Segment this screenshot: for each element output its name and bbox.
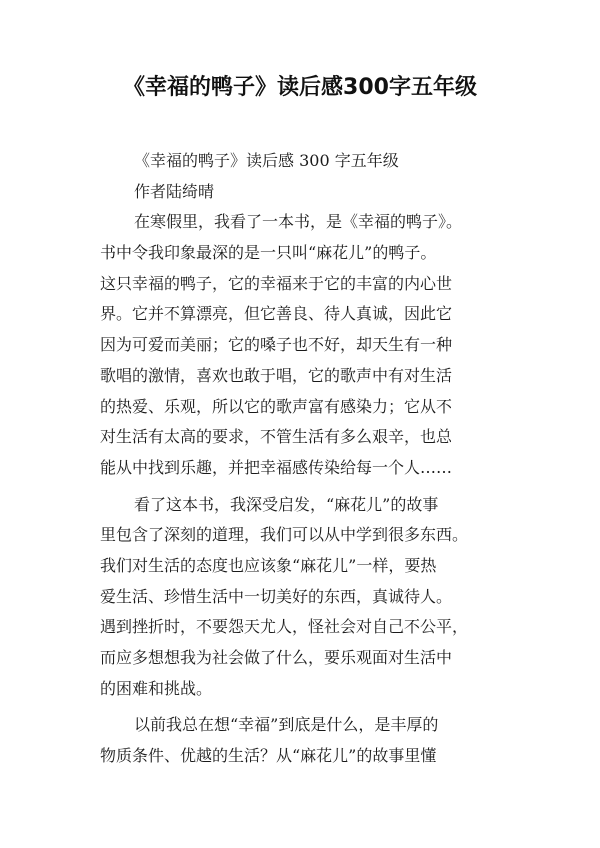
paragraph-line: 歌唱的激情，喜欢也敢于唱，它的歌声中有对生活 — [100, 365, 453, 385]
paragraph-line: 遇到挫折时，不要怨天尤人，怪社会对自己不公平， — [100, 617, 469, 637]
author-line: 作者陆绮晴 — [134, 181, 215, 201]
paragraph-line: 爱生活、珍惜生活中一切美好的东西，真诚待人。 — [100, 586, 453, 606]
paragraph-line: 的困难和挑战。 — [100, 678, 213, 698]
paragraph-line: 的热爱、乐观，所以它的歌声富有感染力；它从不 — [100, 396, 453, 416]
paragraph-line: 能从中找到乐趣，并把幸福感传染给每一个人…… — [100, 457, 453, 477]
paragraph-3 — [100, 710, 512, 771]
paragraph-1 — [100, 207, 512, 483]
paragraph-line: 对生活有太高的要求，不管生活有多么艰辛，也总 — [100, 427, 453, 447]
paragraph-line: 看了这本书，我深受启发，“麻花儿”的故事 — [134, 494, 439, 514]
document-title: 《幸福的鸭子》读后感300字五年级 — [123, 75, 477, 100]
paragraph-line: 因为可爱而美丽；它的嗓子也不好，却天生有一种 — [100, 335, 453, 355]
paragraph-line: 书中令我印象最深的是一只叫“麻花儿”的鸭子。 — [100, 243, 437, 263]
paragraph-line: 这只幸福的鸭子，它的幸福来于它的丰富的内心世 — [100, 273, 453, 293]
paragraph-line: 里包含了深刻的道理，我们可以从中学到很多东西。 — [100, 525, 469, 545]
paragraph-line: 物质条件、优越的生活？从“麻花儿”的故事里懂 — [100, 746, 437, 766]
paragraph-line: 界。它并不算漂亮，但它善良、待人真诚，因此它 — [100, 304, 453, 324]
paragraph-line: 在寒假里，我看了一本书，是《幸福的鸭子》。 — [134, 212, 463, 232]
paragraph-line: 而应多想想我为社会做了什么，要乐观面对生活中 — [100, 648, 453, 667]
subtitle: 《幸福的鸭子》读后感 300 字五年级 — [134, 151, 399, 170]
paragraph-line: 我们对生活的态度也应该象“麻花儿”一样，要热 — [100, 555, 437, 575]
paragraph-line: 以前我总在想“幸福”到底是什么，是丰厚的 — [134, 715, 439, 735]
paragraph-2 — [100, 490, 512, 705]
document-body — [100, 146, 512, 772]
